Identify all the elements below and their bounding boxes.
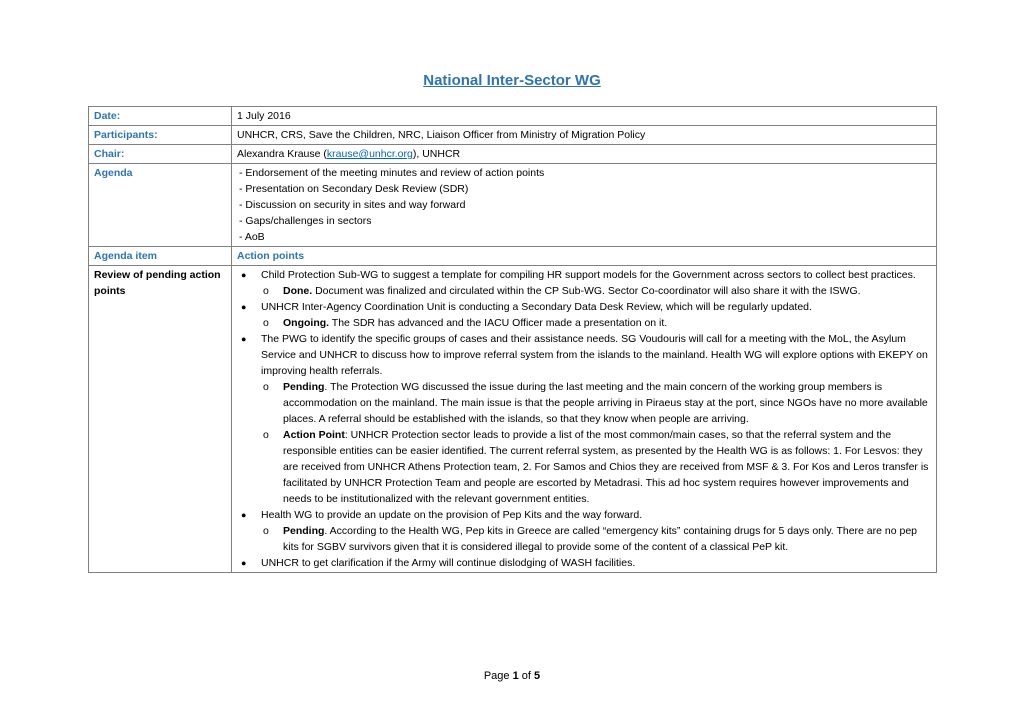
action-point-status bbox=[263, 427, 931, 507]
action-point-text: Health WG to provide an update on the provision of Pep Kits and the way forward. bbox=[261, 509, 643, 521]
status-text: Document was finalized and circulated within the CP Sub-WG. Sector Co-coordinator will also share it with the ISWG. bbox=[312, 285, 861, 297]
action-point-sublist bbox=[261, 379, 931, 507]
status-text: . According to the Health WG, Pep kits in Greece are called “emergency kits” containing drugs for 5 days only. There are no pep kits for SGBV survivors given that it is considered illegal to provide some of the content of a classical PeP kit. bbox=[283, 525, 918, 553]
status-keyword: Action Point bbox=[283, 429, 345, 441]
circle-bullet-icon: o bbox=[263, 381, 269, 393]
participants-label: Participants: bbox=[89, 126, 232, 145]
date-label: Date: bbox=[89, 107, 232, 126]
agenda-row bbox=[89, 164, 937, 247]
status-keyword: Done. bbox=[283, 285, 313, 297]
circle-bullet-icon: o bbox=[263, 285, 269, 297]
bullet-icon: ● bbox=[241, 510, 247, 520]
action-point bbox=[241, 299, 931, 331]
action-points-cell bbox=[232, 266, 937, 573]
status-text: : UNHCR Protection sector leads to provide a list of the most common/main cases, so that the referral system and the responsible entities can be easier identified. The current referral system, as presented by the Health WG is as follows: 1. For Lesvos: they are received from UNHCR Athens Protection team, 2. For Samos and Chios they are received from MSF & 3. For Kos and Leros transfer is facilitated by UNHCR Protection Team and people are escorted by Metadrasi. This ad hoc system requires however improvements and needs to be institutionalized with the relevant government entities. bbox=[283, 429, 929, 505]
review-row bbox=[89, 266, 937, 573]
date-value: 1 July 2016 bbox=[232, 107, 937, 126]
agenda-label: Agenda bbox=[89, 164, 232, 247]
bullet-icon: ● bbox=[241, 302, 247, 312]
action-point bbox=[241, 555, 931, 571]
agenda-item: - Endorsement of the meeting minutes and review of action points bbox=[239, 165, 931, 181]
chair-value bbox=[232, 145, 937, 164]
status-keyword: Pending bbox=[283, 381, 325, 393]
circle-bullet-icon: o bbox=[263, 525, 269, 537]
chair-email-link[interactable]: krause@unhcr.org bbox=[326, 148, 413, 160]
action-point-text: UNHCR to get clarification if the Army will continue dislodging of WASH facilities. bbox=[261, 557, 636, 569]
agenda-item: - Gaps/challenges in sectors bbox=[239, 213, 931, 229]
participants-value: UNHCR, CRS, Save the Children, NRC, Liaison Officer from Ministry of Migration Policy bbox=[232, 126, 937, 145]
page-total: 5 bbox=[534, 670, 541, 682]
chair-row bbox=[89, 145, 937, 164]
review-label: Review of pending action points bbox=[89, 266, 232, 573]
action-point-status bbox=[263, 379, 931, 427]
action-point bbox=[241, 331, 931, 507]
status-keyword: Ongoing. bbox=[283, 317, 330, 329]
bullet-icon: ● bbox=[241, 270, 247, 280]
agenda-item: - AoB bbox=[239, 229, 931, 245]
page-of: of bbox=[518, 670, 535, 682]
action-point-sublist bbox=[261, 315, 931, 331]
action-point-sublist bbox=[261, 523, 931, 555]
bullet-icon: ● bbox=[241, 558, 247, 568]
minutes-table bbox=[88, 106, 937, 573]
page-current: 1 bbox=[512, 670, 519, 682]
status-text: The SDR has advanced and the IACU Officer made a presentation on it. bbox=[329, 317, 668, 329]
action-point-text: UNHCR Inter-Agency Coordination Unit is conducting a Secondary Data Desk Review, which will be regularly updated. bbox=[261, 301, 812, 313]
action-point-text: The PWG to identify the specific groups of cases and their assistance needs. SG Voudouris will call for a meeting with the MoL, the Asylum Service and UNHCR to discuss how to improve referral system from the islands to the mainland. Health WG will explore options with EKEPY on improving health referrals. bbox=[261, 333, 928, 377]
action-points-list bbox=[237, 267, 931, 571]
page-number bbox=[0, 670, 1024, 682]
agenda-item: - Presentation on Secondary Desk Review (SDR) bbox=[239, 181, 931, 197]
action-point bbox=[241, 507, 931, 555]
action-point-status bbox=[263, 315, 931, 331]
chair-label: Chair: bbox=[89, 145, 232, 164]
date-row bbox=[89, 107, 937, 126]
action-point-text: Child Protection Sub-WG to suggest a template for compiling HR support models for the Government across sectors to collect best practices. bbox=[261, 269, 916, 281]
action-point-sublist bbox=[261, 283, 931, 299]
status-text: . The Protection WG discussed the issue during the last meeting and the main concern of the working group members is accommodation on the mainland. The main issue is that the people arriving in Piraeus stay at the port, since NGOs have no more available places. A referral should be established with the islands, so that they know when people are arriving. bbox=[283, 381, 928, 425]
page-prefix: Page bbox=[483, 670, 513, 682]
action-points-header: Action points bbox=[232, 247, 937, 266]
bullet-icon: ● bbox=[241, 334, 247, 344]
status-keyword: Pending bbox=[283, 525, 325, 537]
chair-name: Alexandra Krause ( bbox=[237, 148, 327, 160]
agenda-item-header: Agenda item bbox=[89, 247, 232, 266]
document-title: National Inter-Sector WG bbox=[423, 72, 601, 89]
agenda-list-cell bbox=[232, 164, 937, 247]
participants-row bbox=[89, 126, 937, 145]
agenda-item: - Discussion on security in sites and way forward bbox=[239, 197, 931, 213]
header-row bbox=[89, 247, 937, 266]
action-point bbox=[241, 267, 931, 299]
chair-org: ), UNHCR bbox=[412, 148, 461, 160]
action-point-status bbox=[263, 283, 931, 299]
action-point-status bbox=[263, 523, 931, 555]
agenda-list bbox=[237, 165, 931, 245]
circle-bullet-icon: o bbox=[263, 429, 269, 441]
circle-bullet-icon: o bbox=[263, 317, 269, 329]
